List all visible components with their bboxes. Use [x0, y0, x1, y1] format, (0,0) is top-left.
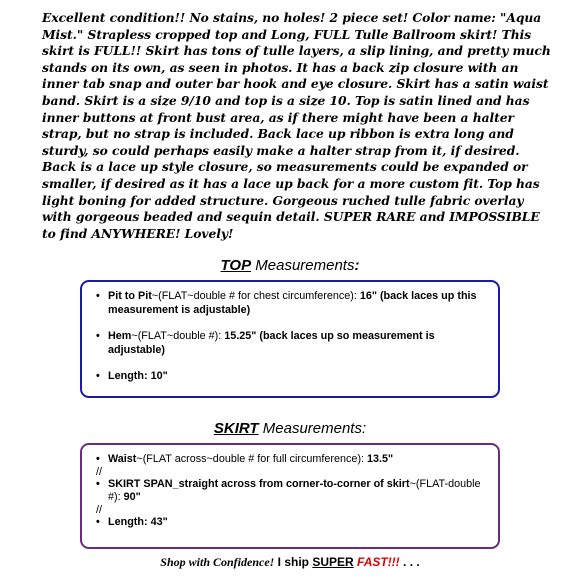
measurement-skirt-span — [96, 478, 484, 505]
measurement-value: 13.5" — [367, 453, 394, 465]
skirt-measurements-heading — [0, 420, 580, 437]
separator: // — [96, 503, 102, 516]
measurement-skirt-length — [96, 516, 484, 530]
heading-rest: Measurements: — [258, 420, 367, 437]
measurement-label: Length: 43" — [108, 515, 168, 528]
measurement-hem — [96, 330, 484, 357]
measurement-value: 90" — [123, 491, 141, 503]
measurement-label: Hem — [108, 330, 132, 342]
measurement-detail: ~(FLAT across~double # for full circumference): — [136, 453, 368, 465]
measurement-label: Waist — [108, 453, 137, 465]
heading-strong: SKIRT — [213, 420, 259, 437]
top-measurements-heading — [0, 257, 580, 274]
footer-ship: I ship — [274, 555, 313, 569]
measurement-label: Pit to Pit — [108, 290, 152, 302]
separator: // — [96, 465, 102, 478]
measurement-detail: ~(FLAT-double #): — [108, 477, 481, 503]
measurement-label: Length: 10" — [108, 370, 168, 382]
measurement-label: SKIRT SPAN_straight across from corner-to-corner of skirt — [108, 477, 410, 490]
top-measurements-box — [80, 280, 500, 398]
footer-confidence: Shop with Confidence! — [160, 555, 275, 569]
measurement-detail: ~(FLAT~double #): — [131, 330, 225, 342]
measurement-detail: ~(FLAT~double # for chest circumference): — [151, 290, 360, 302]
heading-colon: : — [354, 257, 360, 274]
measurement-waist — [96, 453, 484, 467]
footer-super: SUPER — [312, 555, 354, 569]
measurement-pit-to-pit — [96, 290, 484, 317]
measurement-value: 16" (back laces up this measurement is adjustable) — [108, 290, 477, 316]
heading-strong: TOP — [220, 257, 252, 274]
footer-fast: FAST!!! — [353, 555, 400, 569]
shipping-footer — [0, 555, 580, 570]
skirt-measurements-box — [80, 443, 500, 549]
measurement-value: 15.25" (back laces up so measurement is adjustable) — [108, 330, 435, 356]
item-description: Excellent condition!! No stains, no holes! 2 piece set! Color name: "Aqua Mist." Strapless cropped top and Long, FULL Tulle Ballroom skirt! This skirt is FULL!! Skirt has tons of tulle layers, a slip lining, and pretty much stands on its own, as seen in photos. It has a back zip closure with an inner tab snap and outer bar hook and eye closure. Skirt has a satin waist band. Skirt is a size 9/10 and top is a size 10. Top is satin lined and has inner buttons at front bust area, as if there might have been a halter strap, but no strap is included. Back lace up ribbon is extra long and sturdy, so could perhaps easily make a halter strap from it, if desired. Back is a lace up style closure, so measurements could be expanded or smaller, if desired as it has a lace up back for a more custom fit. Top has light boning for added structure. Gorgeous ruched tulle fabric overlay with gorgeous beaded and sequin detail. SUPER RARE and IMPOSSIBLE to find ANYWHERE! Lovely! — [42, 10, 551, 241]
heading-rest: Measurements — [251, 257, 355, 274]
measurement-length — [96, 370, 484, 384]
footer-dots: . . . — [399, 555, 420, 569]
